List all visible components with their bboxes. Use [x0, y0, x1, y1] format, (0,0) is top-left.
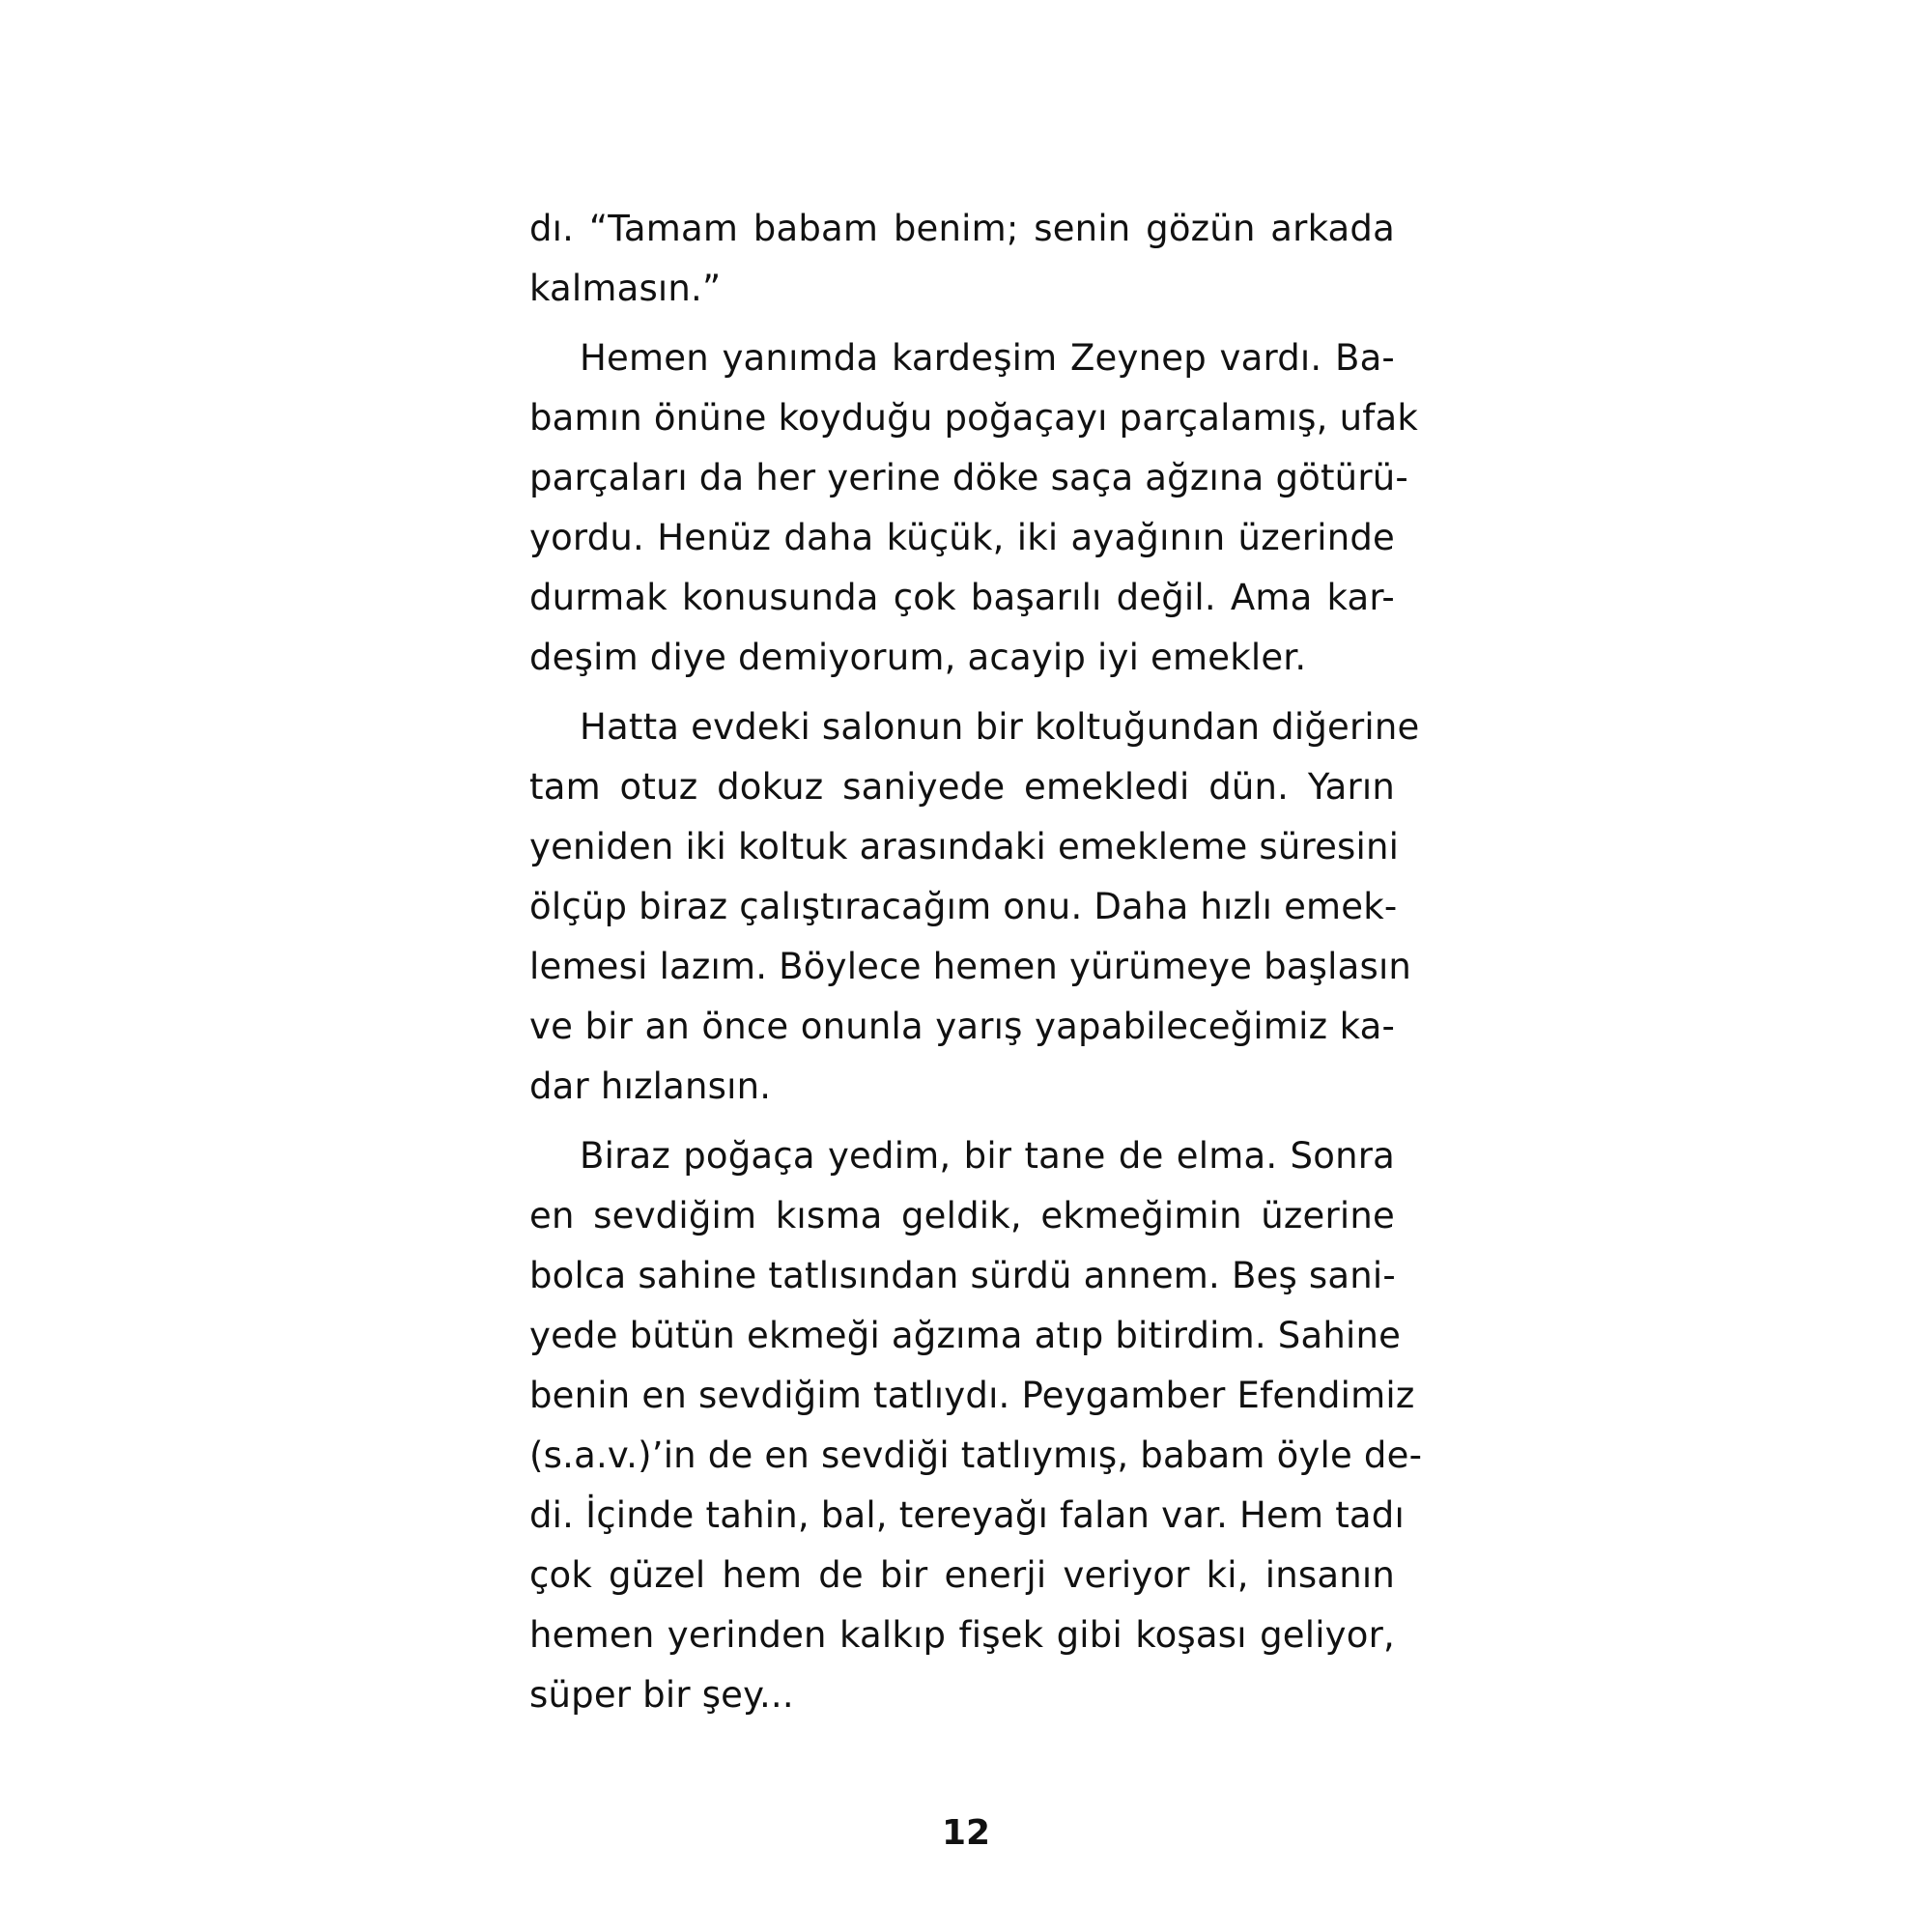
text-line: en sevdiğim kısma geldik, ekmeğimin üzerine	[529, 1195, 1395, 1236]
text-line: yordu. Henüz daha küçük, iki ayağının üzerinde	[529, 517, 1395, 558]
paragraph-3	[529, 697, 1420, 1117]
text-line: Biraz poğaça yedim, bir tane de elma. Sonra	[580, 1135, 1395, 1177]
text-line: (s.a.v.)’in de en sevdiği tatlıymış, babam öyle de-	[529, 1435, 1423, 1476]
text-line: deşim diye demiyorum, acayip iyi emekler.	[529, 637, 1307, 678]
text-line: yede bütün ekmeği ağzıma atıp bitirdim. Sahine	[529, 1315, 1402, 1356]
text-line: Hemen yanımda kardeşim Zeynep vardı. Ba-	[580, 337, 1395, 379]
text-line: kalmasın.”	[529, 268, 722, 309]
text-line: dı. “Tamam babam benim; senin gözün arkada	[529, 208, 1395, 249]
text-line: durmak konusunda çok başarılı değil. Ama kar-	[529, 577, 1395, 618]
text-line: ölçüp biraz çalıştıracağım onu. Daha hızlı emek-	[529, 886, 1398, 927]
text-line: dar hızlansın.	[529, 1065, 772, 1107]
text-line: çok güzel hem de bir enerji veriyor ki, insanın	[529, 1554, 1395, 1596]
page-number: 12	[941, 1813, 991, 1853]
text-line: lemesi lazım. Böylece hemen yürümeye başlasın	[529, 946, 1412, 987]
text-line: ve bir an önce onunla yarış yapabileceğimiz ka-	[529, 1006, 1395, 1047]
paragraph-2	[529, 328, 1418, 688]
text-line: yeniden iki koltuk arasındaki emekleme süresini	[529, 826, 1400, 867]
text-line: parçaları da her yerine döke saça ağzına götürü-	[529, 457, 1408, 498]
text-line: süper bir şey...	[529, 1674, 794, 1716]
paragraph-1	[529, 199, 1395, 319]
text-line: tam otuz dokuz saniyede emekledi dün. Yarın	[529, 766, 1395, 808]
paragraph-4	[529, 1126, 1423, 1725]
body-text	[529, 199, 1423, 1735]
text-line: bamın önüne koyduğu poğaçayı parçalamış, ufak	[529, 397, 1418, 439]
text-line: hemen yerinden kalkıp fişek gibi koşası geliyor,	[529, 1614, 1395, 1656]
text-line: Hatta evdeki salonun bir koltuğundan diğerine	[580, 706, 1420, 748]
text-line: bolca sahine tatlısından sürdü annem. Beş sani-	[529, 1255, 1396, 1296]
text-line: di. İçinde tahin, bal, tereyağı falan var. Hem tadı	[529, 1494, 1405, 1536]
text-line: benin en sevdiğim tatlıydı. Peygamber Efendimiz	[529, 1375, 1415, 1416]
